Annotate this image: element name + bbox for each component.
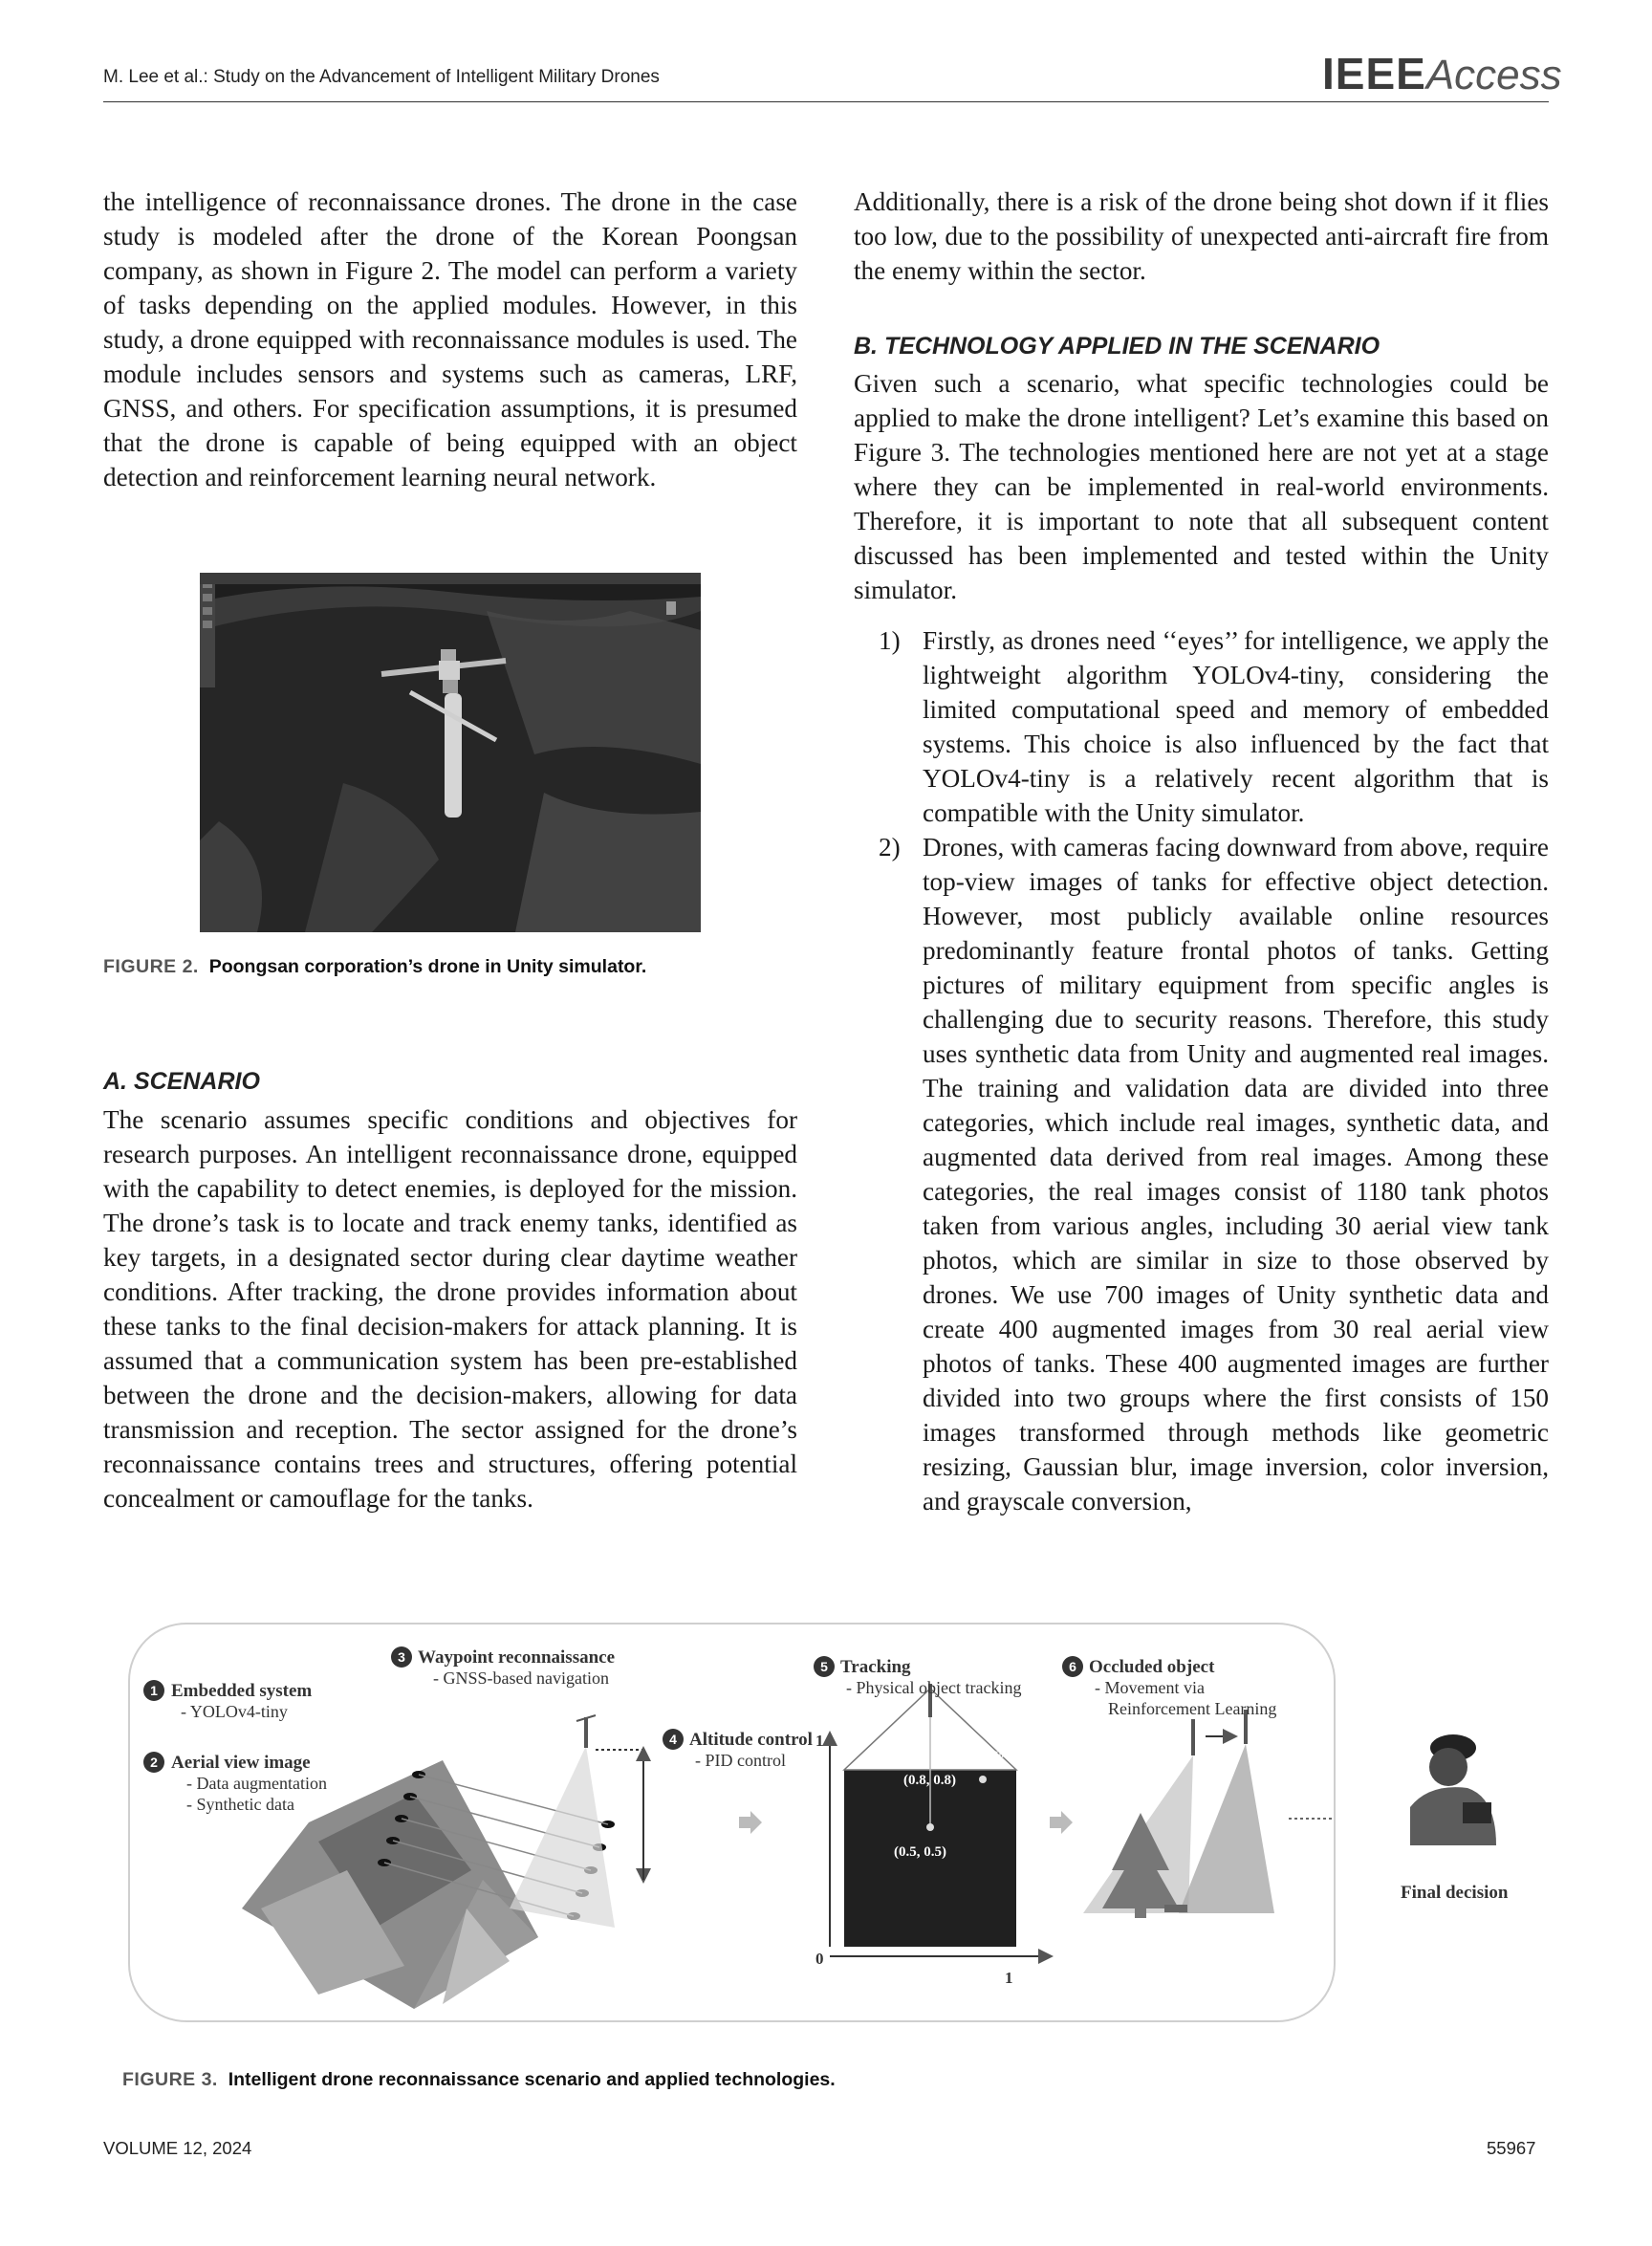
- figure-2-label: FIGURE 2.: [103, 956, 199, 977]
- drone-in-simulator-illustration: [200, 573, 701, 932]
- list-item-number: 1): [879, 626, 901, 655]
- step-2-title: Aerial view image: [171, 1753, 311, 1773]
- figure-3-diagram: [127, 1622, 1337, 2023]
- figure-3-caption: [122, 2069, 836, 2091]
- step-6-number: 6: [1069, 1659, 1076, 1674]
- section-b-heading: B. TECHNOLOGY APPLIED IN THE SCENARIO: [854, 333, 1380, 360]
- step-6-title: Occluded object: [1089, 1657, 1215, 1677]
- list-item: [854, 830, 1549, 1518]
- running-head: M. Lee et al.: Study on the Advancement of Intelligent Military Drones: [103, 67, 660, 87]
- list-item-text: Firstly, as drones need ‘‘eyes’’ for intelligence, we apply the lightweight algorithm YOLOv4-tiny, considering the limited computational speed and memory of embedded systems. This choice is also influenced by the fact that YOLOv4-tiny is a relatively recent algorithm that is compatible with the Unity simulator.: [923, 626, 1549, 827]
- step-4-number: 4: [669, 1732, 677, 1747]
- step-5-number: 5: [820, 1659, 828, 1674]
- step-1-title: Embedded system: [171, 1681, 313, 1701]
- axis-origin-label: 0: [815, 1950, 824, 1968]
- header-rule: [103, 101, 1549, 102]
- step-6-detail-2: Reinforcement Learning: [1108, 1699, 1277, 1718]
- step-2-number: 2: [150, 1755, 158, 1770]
- ieee-access-logo: [1322, 48, 1562, 99]
- step-1-number: 1: [150, 1683, 158, 1698]
- axis-y-top-label: 1: [815, 1732, 824, 1750]
- step-1-detail: - YOLOv4-tiny: [181, 1702, 288, 1721]
- final-decision-label: Final decision: [1401, 1883, 1509, 1903]
- step-3-number: 3: [398, 1649, 405, 1665]
- figure-2-caption-text: Poongsan corporation’s drone in Unity simulator.: [208, 956, 647, 977]
- continuation-paragraph: Additionally, there is a risk of the drone being shot down if it flies too low, due to the possibility of unexpected anti-aircraft fire from the enemy within the sector.: [854, 187, 1549, 285]
- tank-point-label: (0.8, 0.8): [903, 1773, 956, 1788]
- logo-ieee-text: IEEE: [1322, 49, 1426, 98]
- section-a-text: The scenario assumes specific conditions and objectives for research purposes. An intelligent reconnaissance drone, equipped with the capability to detect enemies, is deployed for the mission. The drone’s task is to locate and track enemy tanks, identified as key targets, in a designated sector during clear daytime weather conditions. After tracking, the drone provides information about these tanks to the final decision-makers for attack planning. It is assumed that a communication system has been pre-established between the drone and the decision-makers, allowing for data transmission and reception. The sector assigned for the drone’s reconnaissance contains trees and structures, offering potential concealment or camouflage for the tanks.: [103, 1105, 797, 1513]
- step-2-detail-2: - Synthetic data: [186, 1795, 294, 1814]
- figure-3-caption-text: Intelligent drone reconnaissance scenario and applied technologies.: [228, 2069, 836, 2090]
- list-item: [854, 623, 1549, 830]
- section-b-intro: Given such a scenario, what specific technologies could be applied to make the drone intelligent? Let’s examine this based on Figure 3. The technologies mentioned here are not yet at a stage where they can be implemented in real-world environments. Therefore, it is important to note that all subsequent content discussed has been implemented and tested within the Unity simulator.: [854, 369, 1549, 604]
- tank-detection-label: Tank: [983, 1747, 1008, 1760]
- list-item-number: 2): [879, 833, 901, 861]
- technology-list: [854, 623, 1549, 1518]
- figure-3-label: FIGURE 3.: [122, 2069, 218, 2090]
- step-3-title: Waypoint reconnaissance: [418, 1647, 616, 1668]
- step-3-detail: - GNSS-based navigation: [433, 1668, 609, 1688]
- figure-2-image: [200, 573, 701, 932]
- figure-2-caption: [103, 956, 646, 978]
- footer-page-number: 55967: [1487, 2138, 1536, 2158]
- step-4-detail: - PID control: [695, 1751, 786, 1770]
- tank-icon: [1164, 1905, 1187, 1912]
- intro-paragraph: the intelligence of reconnaissance drones. The drone in the case study is modeled after the drone of the Korean Poongsan company, as shown in Figure 2. The model can perform a variety of tasks depending on the applied modules. However, in this study, a drone equipped with reconnaissance modules is used. The module includes sensors and systems such as cameras, LRF, GNSS, and others. For specification assumptions, it is presumed that the drone is capable of being equipped with an object detection and reinforcement learning neural network.: [103, 187, 797, 491]
- axis-x-right-label: 1: [1005, 1969, 1013, 1987]
- reconnaissance-scenario-diagram: [127, 1622, 1337, 2023]
- footer-volume: VOLUME 12, 2024: [103, 2138, 252, 2158]
- list-item-text: Drones, with cameras facing downward from above, require top-view images of tanks for effective object detection. However, most publicly available online resources predominantly feature frontal photos of tanks. Getting pictures of military equipment from specific angles is challenging due to security reasons. Therefore, this study uses synthetic data from Unity and augmented real images. The training and validation data are divided into three categories, which include real images, synthetic data, and augmented data derived from real images. Among these categories, the real images consist of 1180 tank photos taken from various angles, including 30 aerial view tank photos, which are similar in size to those observed by drones. We use 700 images of Unity synthetic data and create 400 augmented images from 30 real aerial view photos of tanks. These 400 augmented images are further divided into two groups where the first consists of 150 images transformed through methods like geometric resizing, Gaussian blur, image inversion, color inversion, and grayscale conversion,: [923, 833, 1549, 1516]
- step-5-title: Tracking: [840, 1657, 911, 1677]
- final-decision-area: [1334, 1712, 1549, 1917]
- step-5-detail: - Physical object tracking: [846, 1678, 1022, 1697]
- soldier-icon: [1410, 1734, 1496, 1845]
- section-a-heading: A. SCENARIO: [103, 1068, 260, 1095]
- step-2-detail: - Data augmentation: [186, 1774, 327, 1793]
- step-6-detail: - Movement via: [1095, 1678, 1205, 1697]
- logo-access-text: Access: [1425, 52, 1562, 98]
- center-point-label: (0.5, 0.5): [894, 1844, 946, 1860]
- step-4-title: Altitude control: [689, 1730, 813, 1750]
